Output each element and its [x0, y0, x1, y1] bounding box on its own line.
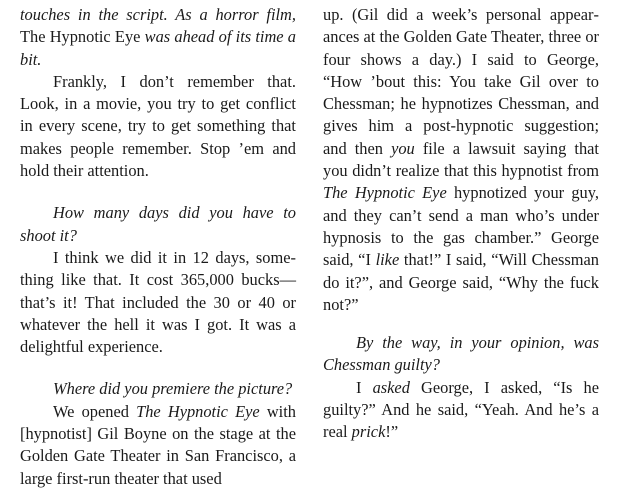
text-span: with [hypnotist] Gil Boyne on the stage at the Golden Gate Theater in San Francisco, a large first-run theater that used: [20, 401, 296, 488]
emphasis-text: prick: [351, 422, 386, 442]
answer-paragraph: I think we did it in 12 days, something like that. It cost 365,000 bucks—that’s it! That included the 30 or 40 or whatever the hell it was I got. It was a delightful experience.: [20, 247, 296, 357]
text-span: up. (Gil did a week’s personal appearances at the Golden Gate Theater, three or four shows a day.) I said to George, “How ’bout this: You take Gil over to Chessman; he hypnotizes Chessman, and gives him a post-hypnotic suggestion; and then: [323, 5, 599, 158]
answer-paragraph: Frankly, I don’t remember that. Look, in a movie, you try to get conflict in every scene, try to get something that makes people remember. Stop ’em and hold their attention.: [20, 71, 296, 181]
italic-text: touches in the script. As a horror film,: [20, 5, 296, 24]
text-span: I: [356, 377, 373, 397]
italic-text: was ahead of its time a bit.: [20, 27, 297, 69]
text-span: George, I asked, “Is he guilty?” And he said, “Yeah. And he’s a real: [323, 377, 599, 442]
spacer: [323, 316, 599, 332]
text-span: that!” I said, “Will Chessman do it?”, and George said, “Why the fuck not?”: [323, 250, 599, 314]
paragraph-continued: [20, 4, 296, 71]
text-span: file a lawsuit saying that you didn’t realize that this hypnotist from: [323, 138, 599, 181]
emphasis-text: you: [391, 138, 415, 158]
answer-paragraph: [20, 401, 296, 490]
answer-paragraph: [323, 377, 599, 444]
text-span: We opened: [53, 401, 137, 421]
left-column: [20, 4, 296, 490]
right-column: [323, 4, 599, 444]
question-paragraph: How many days did you have to shoot it?: [20, 203, 296, 245]
text-span: The Hypnotic Eye: [20, 27, 145, 47]
spacer: [20, 182, 296, 202]
answer-paragraph-continued: [323, 4, 599, 316]
film-title: The Hypnotic Eye: [136, 401, 260, 421]
emphasis-text: like: [375, 250, 400, 270]
question-paragraph: Where did you premiere the picture?: [53, 379, 293, 399]
text-span: hypnotized your guy, and they can’t send a man who’s under hypnosis to the gas chamber.” George said, “I: [323, 183, 599, 270]
film-title: The Hypnotic Eye: [323, 183, 447, 203]
text-span: !”: [385, 422, 399, 442]
emphasis-text: asked: [372, 377, 410, 397]
spacer: [20, 358, 296, 378]
question-paragraph: By the way, in your opinion, was Chessman guilty?: [323, 333, 599, 375]
